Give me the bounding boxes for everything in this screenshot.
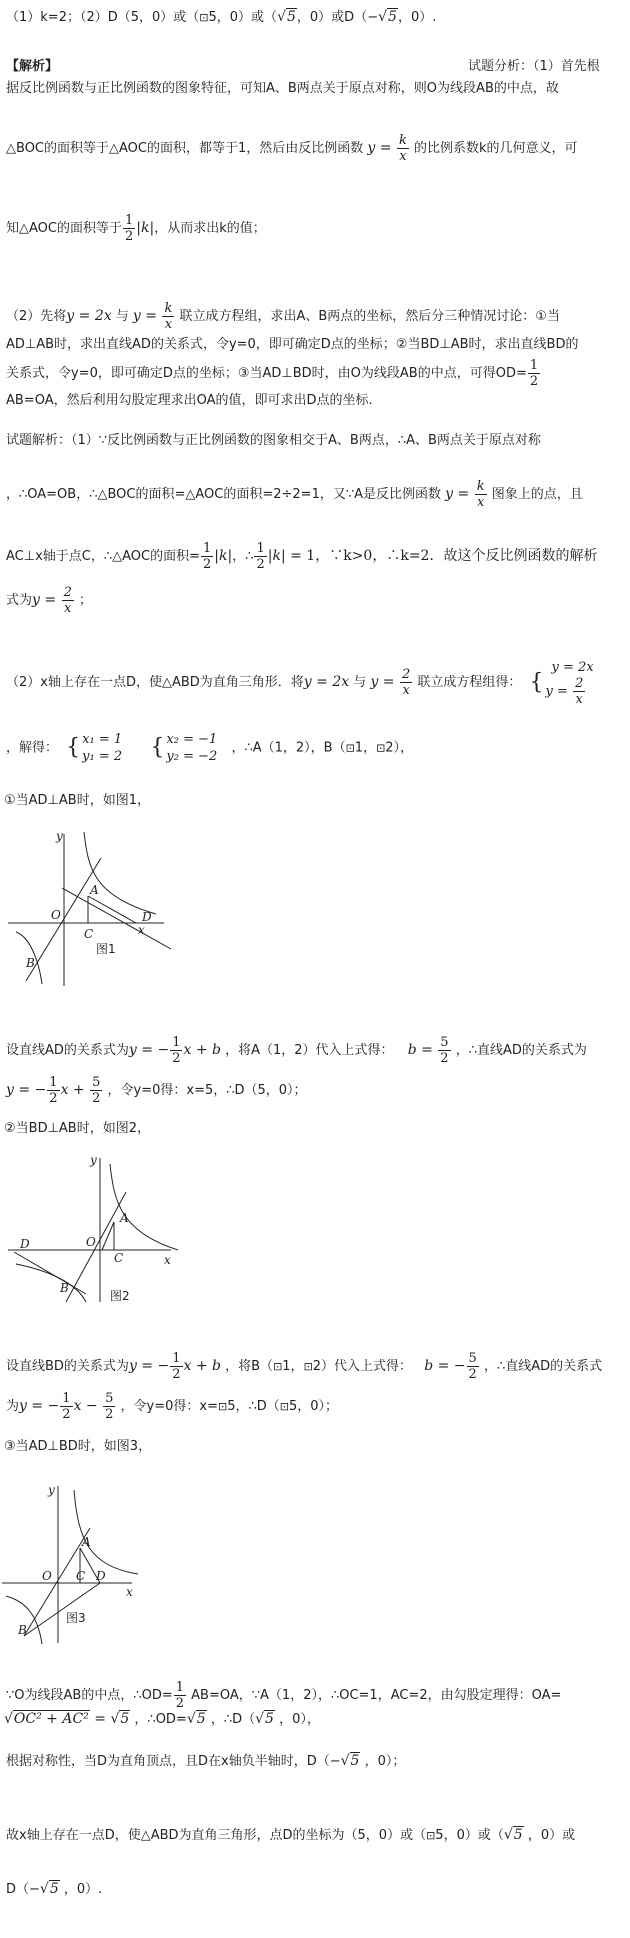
analysis-line xyxy=(6,296,630,337)
radicand: 5 xyxy=(120,1711,130,1727)
numerator: 5 xyxy=(468,1351,477,1366)
case-1-title: ①当AD⊥AB时，如图1， xyxy=(4,793,150,808)
solution-line xyxy=(6,728,630,769)
case-text: 1， xyxy=(282,1359,304,1374)
denominator: x xyxy=(399,149,407,164)
analysis-text: △BOC的面积等于△AOC的面积，都等于1，然后由反比例函数 xyxy=(6,141,364,156)
denominator: 2 xyxy=(92,1091,101,1106)
solution-text: ，∴OA=OB，∴△BOC的面积=△AOC的面积=2÷2=1，又∵A是反比例函数 xyxy=(6,487,441,502)
solution-text: ，解得： xyxy=(6,740,59,756)
fraction xyxy=(400,667,412,698)
x-axis-label: x xyxy=(164,1253,171,1267)
analysis-line: 据反比例函数与正比例函数的图象特征，可知A、B两点关于原点对称，则O为线段AB的中点，故 xyxy=(6,81,559,96)
math-var: y xyxy=(545,683,553,699)
math-op: = xyxy=(375,140,396,156)
solution-text: AC⊥x轴于点C，∴△AOC的面积= xyxy=(6,549,200,564)
sqrt-expression: √OC² + AC² xyxy=(4,1711,89,1727)
denominator: 2 xyxy=(202,557,212,572)
analysis-line: AB=OA，然后利用勾股定理求出OA的值，即可求出D点的坐标. xyxy=(6,393,373,408)
fraction xyxy=(60,1391,72,1422)
case-text: 5，0）； xyxy=(288,1399,339,1414)
missing-char-box: ⊡ xyxy=(217,1400,228,1413)
analysis-intro: 试题分析：（1）首先根 xyxy=(468,59,600,74)
math-op: = xyxy=(39,592,61,608)
fraction xyxy=(47,1075,59,1106)
case-text: ，∴D（ xyxy=(210,1712,256,1727)
point-c-label: C xyxy=(76,1569,86,1583)
conclusion-line xyxy=(6,1880,630,1899)
solution-text: （2）x轴上存在一点D，使△ABD为直角三角形．将 xyxy=(6,675,304,690)
math-var: y xyxy=(370,674,379,690)
numerator: 1 xyxy=(256,541,265,556)
x-axis-label: x xyxy=(138,923,145,937)
numerator: 1 xyxy=(529,358,539,373)
sqrt-5: √5 xyxy=(39,1881,59,1897)
case-1-line xyxy=(6,1030,630,1071)
case-text: ，∴OD= xyxy=(134,1712,187,1727)
solution-text: = 1，∵k>0，∴k=2．故这个反比例函数的解析 xyxy=(285,548,598,564)
fraction xyxy=(162,301,174,332)
figure-caption: 图2 xyxy=(110,1289,130,1303)
math-expr: b = − xyxy=(424,1358,466,1374)
math-expr: b = xyxy=(407,1042,438,1058)
numerator: 1 xyxy=(172,1351,181,1366)
analysis-text: 关系式，令y=0，即可确定D点的坐标；③当AD⊥BD时，由O为线段AB的中点，可得OD= xyxy=(6,366,527,381)
solution-pair-1 xyxy=(82,731,122,765)
radicand: 5 xyxy=(388,9,397,25)
fraction xyxy=(62,585,74,616)
solution-x: x₂ = −1 xyxy=(166,732,218,747)
case-text: 5，∴D（ xyxy=(227,1399,280,1414)
missing-char-box: ⊡ xyxy=(426,1829,436,1842)
figure-caption: 图3 xyxy=(66,1611,86,1625)
numerator: 1 xyxy=(49,1075,58,1090)
conclusion-text: 故x轴上存在一点D，使△ABD为直角三角形，点D的坐标为（5，0）或（ xyxy=(6,1828,427,1843)
conclusion-text: ，0）. xyxy=(63,1882,103,1897)
answer-text: ，0）. xyxy=(397,10,437,25)
x-axis-label: x xyxy=(126,1585,133,1599)
numerator: 1 xyxy=(172,1035,181,1050)
numerator: k xyxy=(476,479,485,494)
analysis-header xyxy=(6,58,630,76)
case-text: 根据对称性，当D为直角顶点，且D在x轴负半轴时，D（− xyxy=(6,1754,341,1769)
solution-text: 式为 xyxy=(6,593,33,608)
analysis-line xyxy=(6,354,630,394)
denominator: 2 xyxy=(49,1091,58,1106)
case-2-line xyxy=(6,1346,630,1387)
brace: { xyxy=(150,735,165,760)
figure-1 xyxy=(6,826,176,995)
case-text: ，令y=0得：x= xyxy=(120,1399,218,1414)
math-expr: x − xyxy=(73,1398,103,1414)
solution-x: x₁ = 1 xyxy=(82,732,123,747)
fraction xyxy=(103,1391,115,1422)
point-c-label: C xyxy=(84,927,94,941)
y-axis-label: y xyxy=(48,1483,55,1497)
solution-pair-2 xyxy=(166,731,217,765)
analysis-line xyxy=(6,208,630,249)
sqrt-5: √5 xyxy=(378,9,397,25)
conclusion-text: ，0）或 xyxy=(527,1828,576,1843)
math-expr: y = 2x xyxy=(303,674,350,690)
math-op: = xyxy=(140,308,162,324)
sqrt-5: √5 xyxy=(255,1711,274,1727)
answer-line xyxy=(6,8,630,27)
analysis-heading: 【解析】 xyxy=(6,59,59,74)
point-b-label: B xyxy=(60,1281,69,1295)
point-b-label: B xyxy=(18,1623,27,1637)
math-expr: y = − xyxy=(6,1082,47,1098)
y-axis-label: y xyxy=(90,1153,97,1167)
point-o-label: O xyxy=(86,1235,96,1249)
sqrt-5: √5 xyxy=(503,1827,523,1843)
point-a-label: A xyxy=(90,883,99,897)
case-text: ∵O为线段AB的中点，∴OD= xyxy=(6,1688,173,1703)
case-3-line xyxy=(4,1704,630,1735)
numerator: 1 xyxy=(175,1680,185,1695)
case-text: ，∴直线AD的关系式 xyxy=(483,1359,603,1374)
numerator: 2 xyxy=(575,675,584,691)
sqrt-5: √5 xyxy=(110,1711,130,1727)
point-o-label: O xyxy=(51,908,61,922)
analysis-text: （2）先将 xyxy=(6,309,67,324)
missing-char-box: ⊡ xyxy=(303,1360,313,1373)
fraction xyxy=(573,676,585,707)
system-eq-2 xyxy=(546,676,594,707)
math-op: = xyxy=(453,486,474,502)
fraction xyxy=(170,1351,182,1382)
case-text: ，0）， xyxy=(279,1712,320,1727)
denominator: x xyxy=(164,317,173,332)
case-text: 设直线AD的关系式为 xyxy=(6,1043,129,1058)
numerator: 5 xyxy=(92,1075,101,1090)
y-axis-label: y xyxy=(56,829,63,843)
math-var: y xyxy=(32,592,40,608)
solution-text: 2）， xyxy=(385,740,414,756)
answer-text: ，0）或D（− xyxy=(296,10,379,25)
case-3-title: ③当AD⊥BD时，如图3， xyxy=(4,1439,152,1454)
case-text: 2）代入上式得： xyxy=(312,1359,413,1374)
denominator: 2 xyxy=(468,1367,477,1382)
math-var: y xyxy=(445,486,454,502)
math-expr: y = 2x xyxy=(66,308,112,324)
abs-k: |k| xyxy=(267,548,286,564)
solution-line xyxy=(6,580,630,621)
figure-caption: 图1 xyxy=(96,942,116,956)
math-var: y xyxy=(132,308,141,324)
point-c-label: C xyxy=(114,1251,124,1265)
case-text: ，令y=0得：x=5，∴D（5，0）； xyxy=(107,1083,307,1098)
figure-3 xyxy=(0,1478,140,1652)
solution-text: 图象上的点，且 xyxy=(491,487,583,502)
case-2-title: ②当BD⊥AB时，如图2， xyxy=(4,1121,150,1136)
denominator: 2 xyxy=(172,1051,181,1066)
solution-y: y₁ = 2 xyxy=(82,749,123,764)
fraction xyxy=(170,1035,182,1066)
denominator: 2 xyxy=(529,374,539,389)
analysis-line xyxy=(6,128,630,169)
missing-char-box: ⊡ xyxy=(279,1400,289,1413)
numerator: 2 xyxy=(63,585,72,600)
solution-y: y₂ = −2 xyxy=(166,749,218,764)
case-2-line xyxy=(6,1386,630,1427)
missing-char-box: ⊡ xyxy=(376,741,386,755)
case-text: ，将A（1，2）代入上式得： xyxy=(225,1043,394,1058)
point-a-label: A xyxy=(120,1211,129,1225)
point-a-label: A xyxy=(82,1535,91,1549)
solution-text: 1， xyxy=(354,740,377,756)
numerator: 5 xyxy=(440,1035,449,1050)
denominator: x xyxy=(575,691,583,707)
point-d-label: D xyxy=(20,1237,30,1251)
denominator: 2 xyxy=(440,1051,449,1066)
math-op: = xyxy=(89,1711,111,1727)
abs-k: |k| xyxy=(214,548,233,564)
math-expr: x + b xyxy=(183,1358,221,1374)
fraction xyxy=(467,1351,479,1382)
analysis-text: ，从而求出k的值； xyxy=(154,221,266,236)
solution-text: ； xyxy=(79,593,93,608)
case-text: ，0）； xyxy=(364,1754,406,1769)
math-op: = xyxy=(552,683,573,699)
analysis-text: 的比例系数k的几何意义，可 xyxy=(413,141,578,156)
denominator: x xyxy=(64,601,72,616)
answer-text: （1）k=2；（2）D（5，0）或（ xyxy=(6,10,200,25)
math-expr: x + xyxy=(60,1082,90,1098)
solution-text: ，∴A（1，2），B（ xyxy=(231,740,346,756)
solution-line xyxy=(6,474,630,515)
case-text: ，将B（ xyxy=(225,1359,274,1374)
case-text: 为 xyxy=(6,1399,20,1414)
radicand: 5 xyxy=(196,1711,206,1727)
system-eq-1: y = 2x xyxy=(551,659,594,675)
brace: { xyxy=(66,735,81,760)
math-expr: y = − xyxy=(128,1358,170,1374)
case-text: 设直线BD的关系式为 xyxy=(6,1359,129,1374)
solution-text: 与 xyxy=(349,675,371,690)
numerator: 1 xyxy=(124,213,134,228)
fraction xyxy=(397,133,409,164)
analysis-text: 与 xyxy=(111,309,133,324)
case-text: AB=OA，∵A（1，2），∴OC=1，AC=2，由勾股定理得：OA= xyxy=(191,1688,562,1703)
missing-char-box: ⊡ xyxy=(345,741,355,755)
denominator: 2 xyxy=(256,557,265,572)
sqrt-5: √5 xyxy=(186,1711,206,1727)
analysis-line: AD⊥AB时，求出直线AD的关系式，令y=0，即可确定D点的坐标；②当BD⊥AB时，求出直线BD的 xyxy=(6,337,579,352)
radicand: OC² + AC² xyxy=(13,1711,89,1727)
radicand: 5 xyxy=(265,1711,274,1727)
solution-text: 联立成方程组得： xyxy=(417,675,522,690)
conclusion-line xyxy=(6,1826,630,1845)
numerator: k xyxy=(398,133,407,148)
numerator: 1 xyxy=(62,1391,71,1406)
denominator: 2 xyxy=(62,1407,71,1422)
denominator: 2 xyxy=(124,229,134,244)
fraction xyxy=(123,213,135,244)
point-o-label: O xyxy=(42,1569,52,1583)
solution-text: ，∴ xyxy=(232,549,254,564)
brace: { xyxy=(529,669,544,695)
numerator: 5 xyxy=(105,1391,114,1406)
fraction xyxy=(438,1035,450,1066)
figure-2 xyxy=(6,1152,181,1316)
numerator: k xyxy=(164,301,173,316)
analysis-text: 知△AOC的面积等于 xyxy=(6,221,122,236)
radicand: 5 xyxy=(286,9,296,25)
radicand: 5 xyxy=(350,1753,360,1769)
denominator: 2 xyxy=(172,1367,181,1382)
sqrt-5: √5 xyxy=(340,1753,360,1769)
numerator: 1 xyxy=(202,541,212,556)
numerator: 2 xyxy=(401,667,411,682)
point-d-label: D xyxy=(142,910,152,924)
case-1-line xyxy=(6,1070,630,1111)
missing-char-box: ⊡ xyxy=(199,11,209,24)
fraction xyxy=(254,541,266,572)
conclusion-text: 5，0）或（ xyxy=(435,1828,504,1843)
radicand: 5 xyxy=(49,1881,59,1897)
point-b-label: B xyxy=(26,956,35,970)
denominator: 2 xyxy=(175,1696,185,1711)
fraction xyxy=(201,541,213,572)
sqrt-5: √5 xyxy=(277,9,296,25)
point-d-label: D xyxy=(96,1569,106,1583)
answer-text: 5，0）或（ xyxy=(208,10,278,25)
fraction xyxy=(475,479,487,510)
denominator: 2 xyxy=(105,1407,114,1422)
math-var: y xyxy=(367,140,376,156)
abs-k: |k| xyxy=(136,220,155,236)
fraction xyxy=(90,1075,102,1106)
math-expr: y = − xyxy=(19,1398,60,1414)
radicand: 5 xyxy=(513,1827,523,1843)
math-expr: x + b xyxy=(183,1042,221,1058)
missing-char-box: ⊡ xyxy=(273,1360,283,1373)
denominator: x xyxy=(476,495,485,510)
conclusion-text: D（− xyxy=(6,1882,40,1897)
solution-line: 试题解析：（1）∵反比例函数与正比例函数的图象相交于A、B两点，∴A、B两点关于原点对称 xyxy=(6,433,541,448)
solution-line xyxy=(6,655,630,710)
denominator: x xyxy=(402,683,410,698)
case-3-line xyxy=(6,1752,630,1771)
case-text: ，∴直线AD的关系式为 xyxy=(455,1043,587,1058)
solution-line xyxy=(6,536,630,577)
analysis-text: 联立成方程组，求出A、B两点的坐标，然后分三种情况讨论：①当 xyxy=(179,309,560,324)
fraction xyxy=(528,358,540,389)
math-expr: y = − xyxy=(128,1042,170,1058)
equation-system xyxy=(546,659,594,707)
math-op: = xyxy=(378,674,399,690)
